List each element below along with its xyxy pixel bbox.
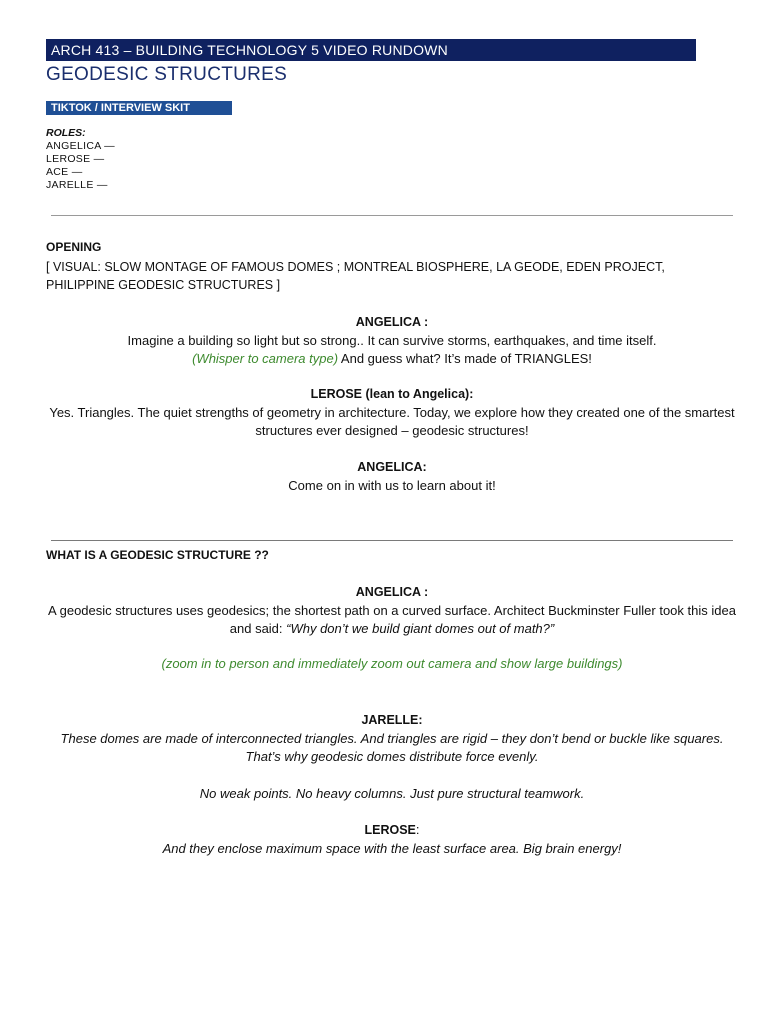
role-item: ACE — [46, 166, 83, 178]
dialogue-text: These domes are made of interconnected triangles. And triangles are rigid – they don’t bend or buckle like squares. That’s why geodesic domes distribute force evenly. [60, 730, 724, 764]
stage-direction-block [46, 655, 738, 674]
opening-heading: OPENING [46, 240, 102, 254]
speaker-colon: : [415, 822, 420, 837]
dialogue-text: A geodesic structures uses geodesics; the shortest path on a curved surface. Architect Buckminster Fuller took this idea and said: [48, 602, 736, 636]
dialogue-line [46, 350, 738, 369]
dialogue-line [46, 602, 738, 639]
roles-heading: ROLES: [46, 127, 86, 139]
speaker-line [46, 821, 738, 840]
dialogue-block [46, 583, 738, 639]
quote-text: “Why don’t we build giant domes out of math?” [286, 621, 555, 636]
dialogue-block [46, 313, 738, 369]
format-label: TIKTOK / INTERVIEW SKIT [46, 101, 232, 115]
dialogue-text: Yes. Triangles. The quiet strengths of geometry in architecture. Today, we explore how they created one of the smartest structures ever designed – geodesic structures! [49, 404, 735, 438]
divider [51, 540, 733, 541]
speaker-name: LEROSE (lean to Angelica): [310, 387, 474, 401]
visual-note: [ VISUAL: SLOW MONTAGE OF FAMOUS DOMES ; MONTREAL BIOSPHERE, LA GEODE, EDEN PROJECT, PHILIPPINE GEODESIC STRUCTURES ] [46, 260, 665, 292]
dialogue-text: And they enclose maximum space with the least surface area. Big brain energy! [162, 840, 622, 856]
dialogue-text: Come on in with us to learn about it! [288, 477, 496, 493]
roles-list [46, 140, 115, 192]
dialogue-block [46, 821, 738, 858]
course-header-bar: ARCH 413 – BUILDING TECHNOLOGY 5 VIDEO RUNDOWN [46, 39, 696, 61]
dialogue-text: And guess what? It’s made of TRIANGLES! [338, 351, 592, 366]
dialogue-block [46, 458, 738, 495]
speaker-name: ANGELICA: [357, 460, 427, 474]
speaker-name: ANGELICA : [355, 315, 429, 329]
stage-direction: (zoom in to person and immediately zoom out camera and show large buildings) [161, 656, 623, 671]
role-item: JARELLE — [46, 179, 108, 191]
section-heading: WHAT IS A GEODESIC STRUCTURE ?? [46, 548, 269, 562]
dialogue-line: Imagine a building so light but so strong.. It can survive storms, earthquakes, and time itself. [127, 332, 657, 348]
speaker-name: ANGELICA : [355, 585, 429, 599]
role-item: ANGELICA — [46, 140, 115, 152]
document-title: GEODESIC STRUCTURES [46, 64, 288, 85]
speaker-name: JARELLE: [361, 713, 423, 727]
speaker-name: LEROSE [364, 823, 416, 837]
dialogue-text: No weak points. No heavy columns. Just pure structural teamwork. [199, 785, 585, 801]
stage-direction: (Whisper to camera type) [192, 351, 339, 366]
role-item: LEROSE — [46, 153, 105, 165]
divider [51, 215, 733, 216]
dialogue-block [46, 711, 738, 803]
dialogue-block [46, 385, 738, 441]
